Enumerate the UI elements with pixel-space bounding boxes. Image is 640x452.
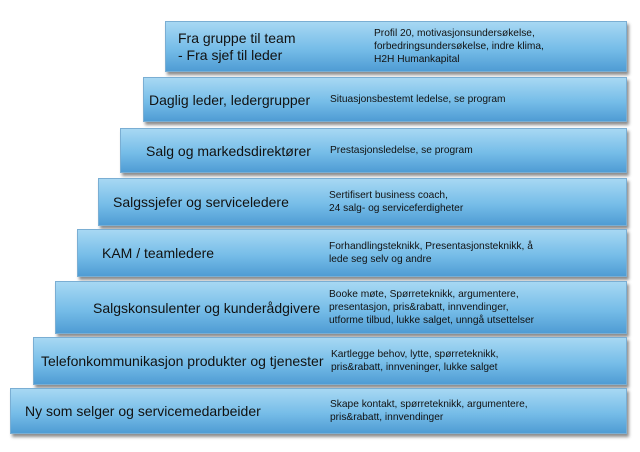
- step-description-line: H2H Humankapital: [374, 54, 460, 65]
- step-description-line: Forhandlingsteknikk, Presentasjonsteknikk, å: [329, 241, 533, 252]
- step-title-line: Fra gruppe til team: [178, 29, 296, 46]
- step-daglig-leder: [143, 77, 627, 122]
- step-description-line: pris&rabatt, innvendinger: [330, 412, 444, 423]
- step-description-line: 24 salg- og serviceferdigheter: [329, 203, 464, 214]
- step-description: [329, 288, 622, 327]
- step-description-line: Prestasjonsledelse, se program: [330, 145, 473, 156]
- step-description-line: Booke møte, Spørreteknikk, argumentere,: [329, 289, 519, 300]
- step-telefonkommunikasjon: [33, 337, 627, 385]
- step-title-line: Salgskonsulenter og kunderådgivere: [93, 299, 321, 316]
- step-title-line: KAM / teamledere: [102, 245, 215, 261]
- step-kam-teamledere: [77, 229, 627, 277]
- step-title-line: Daglig leder, ledergrupper: [149, 91, 311, 108]
- step-description-line: presentasjon, pris&rabatt, innvendinger,: [329, 302, 509, 313]
- step-description-line: forbedringsundersøkelse, indre klima,: [374, 41, 544, 52]
- step-title-line: Telefonkommunikasjon produkter og tjenester: [41, 353, 324, 369]
- step-ny-som-selger: [10, 388, 627, 434]
- step-description-line: Situasjonsbestemt ledelse, se program: [330, 94, 506, 105]
- step-title-line: Salg og markedsdirektører: [146, 142, 311, 159]
- step-description-line: Kartlegge behov, lytte, spørreteknikk,: [331, 349, 499, 360]
- step-title-line: - Fra sjef til leder: [178, 46, 283, 63]
- step-description: [330, 398, 622, 424]
- step-salgskonsulenter: [55, 281, 627, 334]
- step-description-line: Skape kontakt, spørreteknikk, argumentere,: [330, 399, 528, 410]
- step-salgssjefer-og-serviceledere: [98, 178, 627, 226]
- step-description: [374, 27, 622, 66]
- step-description-line: Profil 20, motivasjonsundersøkelse,: [374, 28, 535, 39]
- step-title-line: Ny som selger og servicemedarbeider: [25, 403, 261, 419]
- step-salg-og-markedsdirektorer: [120, 128, 627, 173]
- step-description: [329, 189, 622, 215]
- step-description: [330, 93, 622, 106]
- step-description: [329, 240, 622, 266]
- step-description-line: Sertifisert business coach,: [329, 190, 448, 201]
- step-description-line: utforme tilbud, lukke salget, unngå utsettelser: [329, 315, 534, 326]
- step-description: [330, 144, 622, 157]
- step-title-line: Salgssjefer og serviceledere: [113, 194, 289, 210]
- step-description: [331, 348, 622, 374]
- step-title: [11, 403, 368, 419]
- step-description-line: lede seg selv og andre: [329, 254, 432, 265]
- step-fra-gruppe-til-team: [165, 21, 627, 72]
- step-title: [166, 30, 296, 64]
- step-description-line: pris&rabatt, innveninger, lukke salget: [331, 362, 498, 373]
